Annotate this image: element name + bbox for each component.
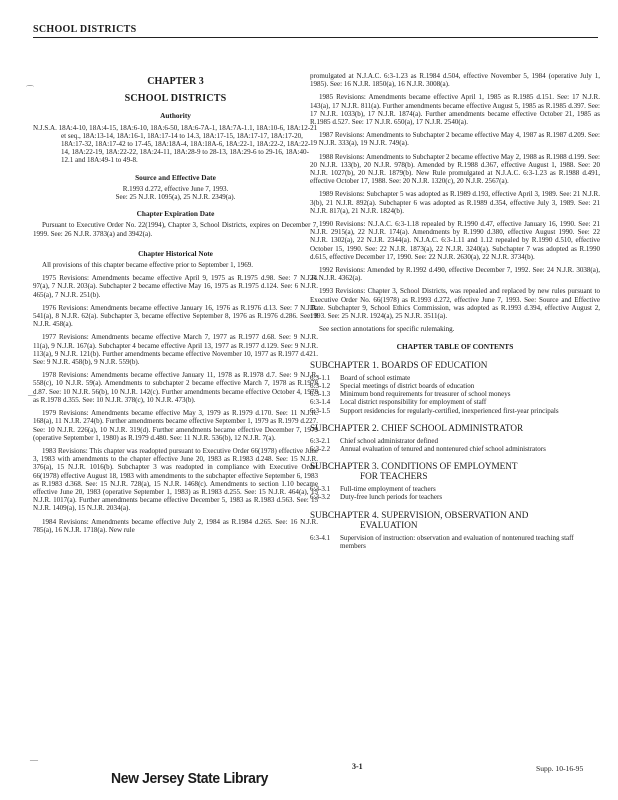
history-paragraph: 1984 Revisions: Amendments became effective July 2, 1984 as R.1984 d.265. See: 16 N.J.R. 785(a), 16 N.J.R. 1718(a). New rule (33, 517, 318, 534)
right-column (310, 72, 600, 550)
subchapter-title (310, 510, 600, 530)
toc-entry (310, 493, 600, 501)
history-paragraph: 1987 Revisions: Amendments to Subchapter 2 became effective May 4, 1987 as R.1987 d.209. See: 19 N.J.R. 333(a), 19 N.J.R. 749(a). (310, 131, 600, 148)
subchapter-title: SUBCHAPTER 2. CHIEF SCHOOL ADMINISTRATOR (310, 422, 524, 433)
toc-entry (310, 390, 600, 398)
section-number: 6:3-4.1 (310, 533, 331, 542)
history-paragraph: See section annotations for specific rulemaking. (319, 325, 455, 334)
authority-text: N.J.S.A. 18A:4-10, 18A:4-15, 18A:6-10, 18A:6-50, 18A:6-7A-1, 18A:7A-1.1, 18A:10-6, 18A:12-21 et seq., 18A:13-14, 18A:16-1, 18A:17-14 to 14.3, 18A:17-15, 18A:17-17, 18A:17-20, 18A:17-32, 18A:17-42 to 17-45, 18A:18A-4, 18A:18A-6, 18A:22-1, 18A:22-2, 18A:22-14, 18A:22-19, 18A:22-22, 18A:24-11, 18A:28-9 to 28-13, 18A:29-6 to 29-16, 18A:40-12.1 and 18A:49-1 to 49-8. (33, 123, 318, 165)
section-title: Chief school administrator defined (340, 436, 439, 445)
toc-subchapter (310, 510, 600, 550)
expiration-text: Pursuant to Executive Order No. 22(1994), Chapter 3, School Districts, expires on December 7, 1999. See: 26 N.J.R. 3783(a) and 3942(a). (33, 221, 318, 238)
history-heading: Chapter Historical Note (138, 248, 213, 258)
toc-subchapter (310, 461, 600, 501)
section-number: 6:3-1.5 (310, 406, 331, 415)
section-title: Local district responsibility for employment of staff (340, 398, 487, 407)
history-continuation: promulgated at N.J.A.C. 6:3-1.23 as R.1984 d.504, effective November 5, 1984 (operative July 1, 1985). See: 16 N.J.R. 1850(a), 16 N.J.R. 3008(a). (310, 72, 600, 89)
subchapter-title-line: FOR TEACHERS (360, 471, 428, 482)
history-paragraph: 1988 Revisions: Amendments to Subchapter 2 became effective May 2, 1988 as R.1988 d.199. See: 20 N.J.R. 133(b), 20 N.J.R. 978(b). Amended by R.1988 d.367, effective August 1, 1988. See: 20 N.J.R. 1027(b), 20 N.J.R. 1879(b). New Rule promulgated at N.J.A.C. 6:3-1.23 as R.1988 d.491, effective October 17, 1988. See: 20 N.J.R. 1320(c), 20 N.J.R. 2567(a). (310, 152, 600, 186)
toc-entry (310, 398, 600, 406)
subchapter-title-line: SUBCHAPTER 4. SUPERVISION, OBSERVATION AND (310, 509, 529, 520)
history-paragraph: 1989 Revisions: Subchapter 5 was adopted as R.1989 d.193, effective April 3, 1989. See: 21 N.J.R. 3(b), 21 N.J.R. 892(a). Subchapter 6 was adopted as R.1989 d.354, effective July 3, 1989. See: 21 N.J.R. 817(a), 21 N.J.R. 1824(b). (310, 190, 600, 215)
section-title: Special meetings of district boards of education (340, 381, 475, 390)
toc-subchapter (310, 423, 600, 453)
toc-entry (310, 485, 600, 493)
history-paragraph: 1993 Revisions: Chapter 3, School Districts, was repealed and replaced by new rules pursuant to Executive Order No. 66(1978) as R.1993 d.272, effective June 7, 1993. See: Source and Effective Date. Subchapter 9, School Ethics Commission, was adopted as R.1993 d.394, effective August 2, 1993. See: 25 N.J.R. 1924(a), 25 N.J.R. 3511(a). (310, 287, 600, 321)
margin-mark: ⌒ (26, 85, 34, 94)
source-line: R.1993 d.272, effective June 7, 1993. (122, 184, 229, 193)
expiration-heading: Chapter Expiration Date (136, 209, 215, 219)
toc-entry (310, 407, 600, 415)
history-paragraph: 1975 Revisions: Amendments became effective April 9, 1975 as R.1975 d.98. See: 7 N.J.R. 97(a), 7 N.J.R. 203(a). Subchapter 2 became effective May 16, 1975 as R.1975 d.124. See: 6 N.J.R. 465(a), 7 N.J.R. 251(b). (33, 274, 318, 299)
left-column (33, 74, 318, 539)
toc-subchapter (310, 360, 600, 415)
toc-heading: CHAPTER TABLE OF CONTENTS (396, 342, 514, 352)
section-number: 6:3-3.1 (310, 485, 331, 494)
section-number: 6:3-1.1 (310, 373, 331, 382)
section-title: Support residencies for regularly-certified, inexperienced first-year principals (340, 406, 559, 415)
history-paragraph: 1977 Revisions: Amendments became effective March 7, 1977 as R.1977 d.68. See: 9 N.J.R. 11(a), 9 N.J.R. 167(a). Subchapter 4 became effective April 13, 1977 as R.1977 d.129. See: 9 N.J.R. 113(a), 9 N.J.R. 121(b). Further amendments became effective November 10, 1977 as R.1977 d.421. See: 9 N.J.R. 458(b), 9 N.J.R. 559(b). (33, 333, 318, 367)
subchapter-title (310, 461, 600, 481)
section-title: Supervision of instruction: observation and evaluation of nontenured teaching staff members (340, 533, 574, 550)
toc-entry (310, 534, 600, 550)
supplement-date: Supp. 10-16-95 (536, 764, 584, 773)
history-paragraph: 1978 Revisions: Amendments became effective January 11, 1978 as R.1978 d.7. See: 9 N.J.R. 558(c), 10 N.J.R. 59(a). Amendments to subchapter 2 became effective March 7, 1978 as R.1978 d.87. See: 10 N.J.R. 56(b), 10 N.J.R. 142(c). Further amendments became effective October 4, 1978 as R.1978 d.355. See: 10 N.J.R. 378(c), 10 N.J.R. 473(b). (33, 371, 318, 404)
chapter-title: SCHOOL DISTRICTS (124, 93, 227, 105)
source-heading: Source and Effective Date (135, 172, 216, 182)
section-number: 6:3-2.2 (310, 444, 331, 453)
toc-entry (310, 382, 600, 390)
subchapter-title-line: EVALUATION (360, 519, 418, 530)
toc-entry (310, 374, 600, 382)
chapter-number: CHAPTER 3 (147, 76, 204, 87)
subchapter-title: SUBCHAPTER 1. BOARDS OF EDUCATION (310, 359, 488, 370)
section-title: Minimum bond requirements for treasurer of school moneys (340, 390, 511, 399)
margin-mark: — (28, 390, 36, 399)
header-rule (33, 37, 598, 38)
section-title: Annual evaluation of tenured and nontenured chief school administrators (340, 444, 546, 453)
toc-entry (310, 445, 600, 453)
section-number: 6:3-3.2 (310, 493, 331, 502)
section-title: Duty-free lunch periods for teachers (340, 493, 443, 502)
source-line: See: 25 N.J.R. 1095(a), 25 N.J.R. 2349(a). (115, 193, 236, 202)
toc-entry (310, 437, 600, 445)
section-title: Board of school estimate (340, 373, 411, 382)
history-paragraph: 1992 Revisions: Amended by R.1992 d.490, effective December 7, 1992. See: 24 N.J.R. 3038(a), 24 N.J.R. 4362(a). (310, 266, 600, 283)
history-paragraph: 1983 Revisions: This chapter was readopted pursuant to Executive Order 66(1978) effective June 3, 1983 with amendments to the chapter effective June 20, 1983 as R.1983 d.248. See: 15 N.J.R. 376(a), 15 N.J.R. 1016(b). Subchapter 3 was readopted in compliance with Executive Order 66(1978) effective August 18, 1983 with amendments to the subchapter effective September 6, 1983 as R.1983 d.368. See: 15 N.J.R. 728(a), 15 N.J.R. 1468(c). Amendments to section 1.10 became effective June 20, 1983 (operative September 1, 1983) as R.1983 d.255. See: 15 N.J.R. 464(a), 15 N.J.R. 1017(a). Further amendments became effective December 5, 1983 as R.1983 d.563. See: 15 N.J.R. 1409(a), 15 N.J.R. 2034(a). (33, 446, 318, 513)
history-paragraph: 1990 Revisions: N.J.A.C. 6:3-1.18 repealed by R.1990 d.47, effective January 16, 1990. See: 21 N.J.R. 2915(a), 22 N.J.R. 174(a). Amendments by R.1990 d.380, effective August 1990. See: 22 N.J.R. 1302(a), 22 N.J.R. 2344(a). N.J.A.C. 6:3-1.11 and 1.12 repealed by R.1990 d.510, effective October 15, 1990. See: 22 N.J.R. 1873(a), 22 N.J.R. 3240(a). Subchapter 7 was adopted as R.1990 d.615, effective December 17, 1990. See: 22 N.J.R. 2630(a), 22 N.J.R. 3734(b). (310, 220, 600, 261)
section-number: 6:3-1.2 (310, 381, 331, 390)
history-paragraph: 1979 Revisions: Amendments became effective May 3, 1979 as R.1979 d.170. See: 11 N.J.R. 168(a), 11 N.J.R. 274(b). Further amendments became effective September 1, 1979 as R.1979 d.227. See: 10 N.J.R. 226(a), 10 N.J.R. 319(d). Further amendments became effective December 7, 1979 (operative September 1, 1980) as R.1979 d.480. See: 11 N.J.R. 536(b), 12 N.J.R. 7(a). (33, 409, 318, 442)
history-paragraph: 1976 Revisions: Amendments became effective January 16, 1976 as R.1976 d.13. See: 7 N.J.R. 541(a), 8 N.J.R. 62(a). Subchapter 3, became effective September 8, 1976 as R.1976 d.286. See: 8 N.J.R. 458(a). (33, 303, 318, 329)
running-head: SCHOOL DISTRICTS (33, 24, 137, 35)
section-number: 6:3-1.3 (310, 390, 331, 399)
library-stamp: New Jersey State Library (111, 770, 269, 787)
authority-heading: Authority (160, 111, 191, 121)
page-number: 3-1 (352, 762, 363, 771)
history-paragraph: All provisions of this chapter became effective prior to September 1, 1969. (42, 261, 254, 270)
section-title: Full-time employment of teachers (340, 485, 436, 494)
margin-mark: — (30, 755, 38, 764)
subchapter-title-line: SUBCHAPTER 3. CONDITIONS OF EMPLOYMENT (310, 461, 518, 472)
section-number: 6:3-1.4 (310, 398, 331, 407)
history-paragraph: 1985 Revisions: Amendments became effective April 1, 1985 as R.1985 d.151. See: 17 N.J.R. 143(a), 17 N.J.R. 811(a). Further amendments became effective August 5, 1985 as R.1985 d.397. See: 17 N.J.R. 1033(b), 17 N.J.R. 1874(a). Further amendments became effective October 21, 1985 as R.1985 d.527. See: 17 N.J.R. 650(a), 17 N.J.R. 2540(a). (310, 93, 600, 127)
section-number: 6:3-2.1 (310, 436, 331, 445)
